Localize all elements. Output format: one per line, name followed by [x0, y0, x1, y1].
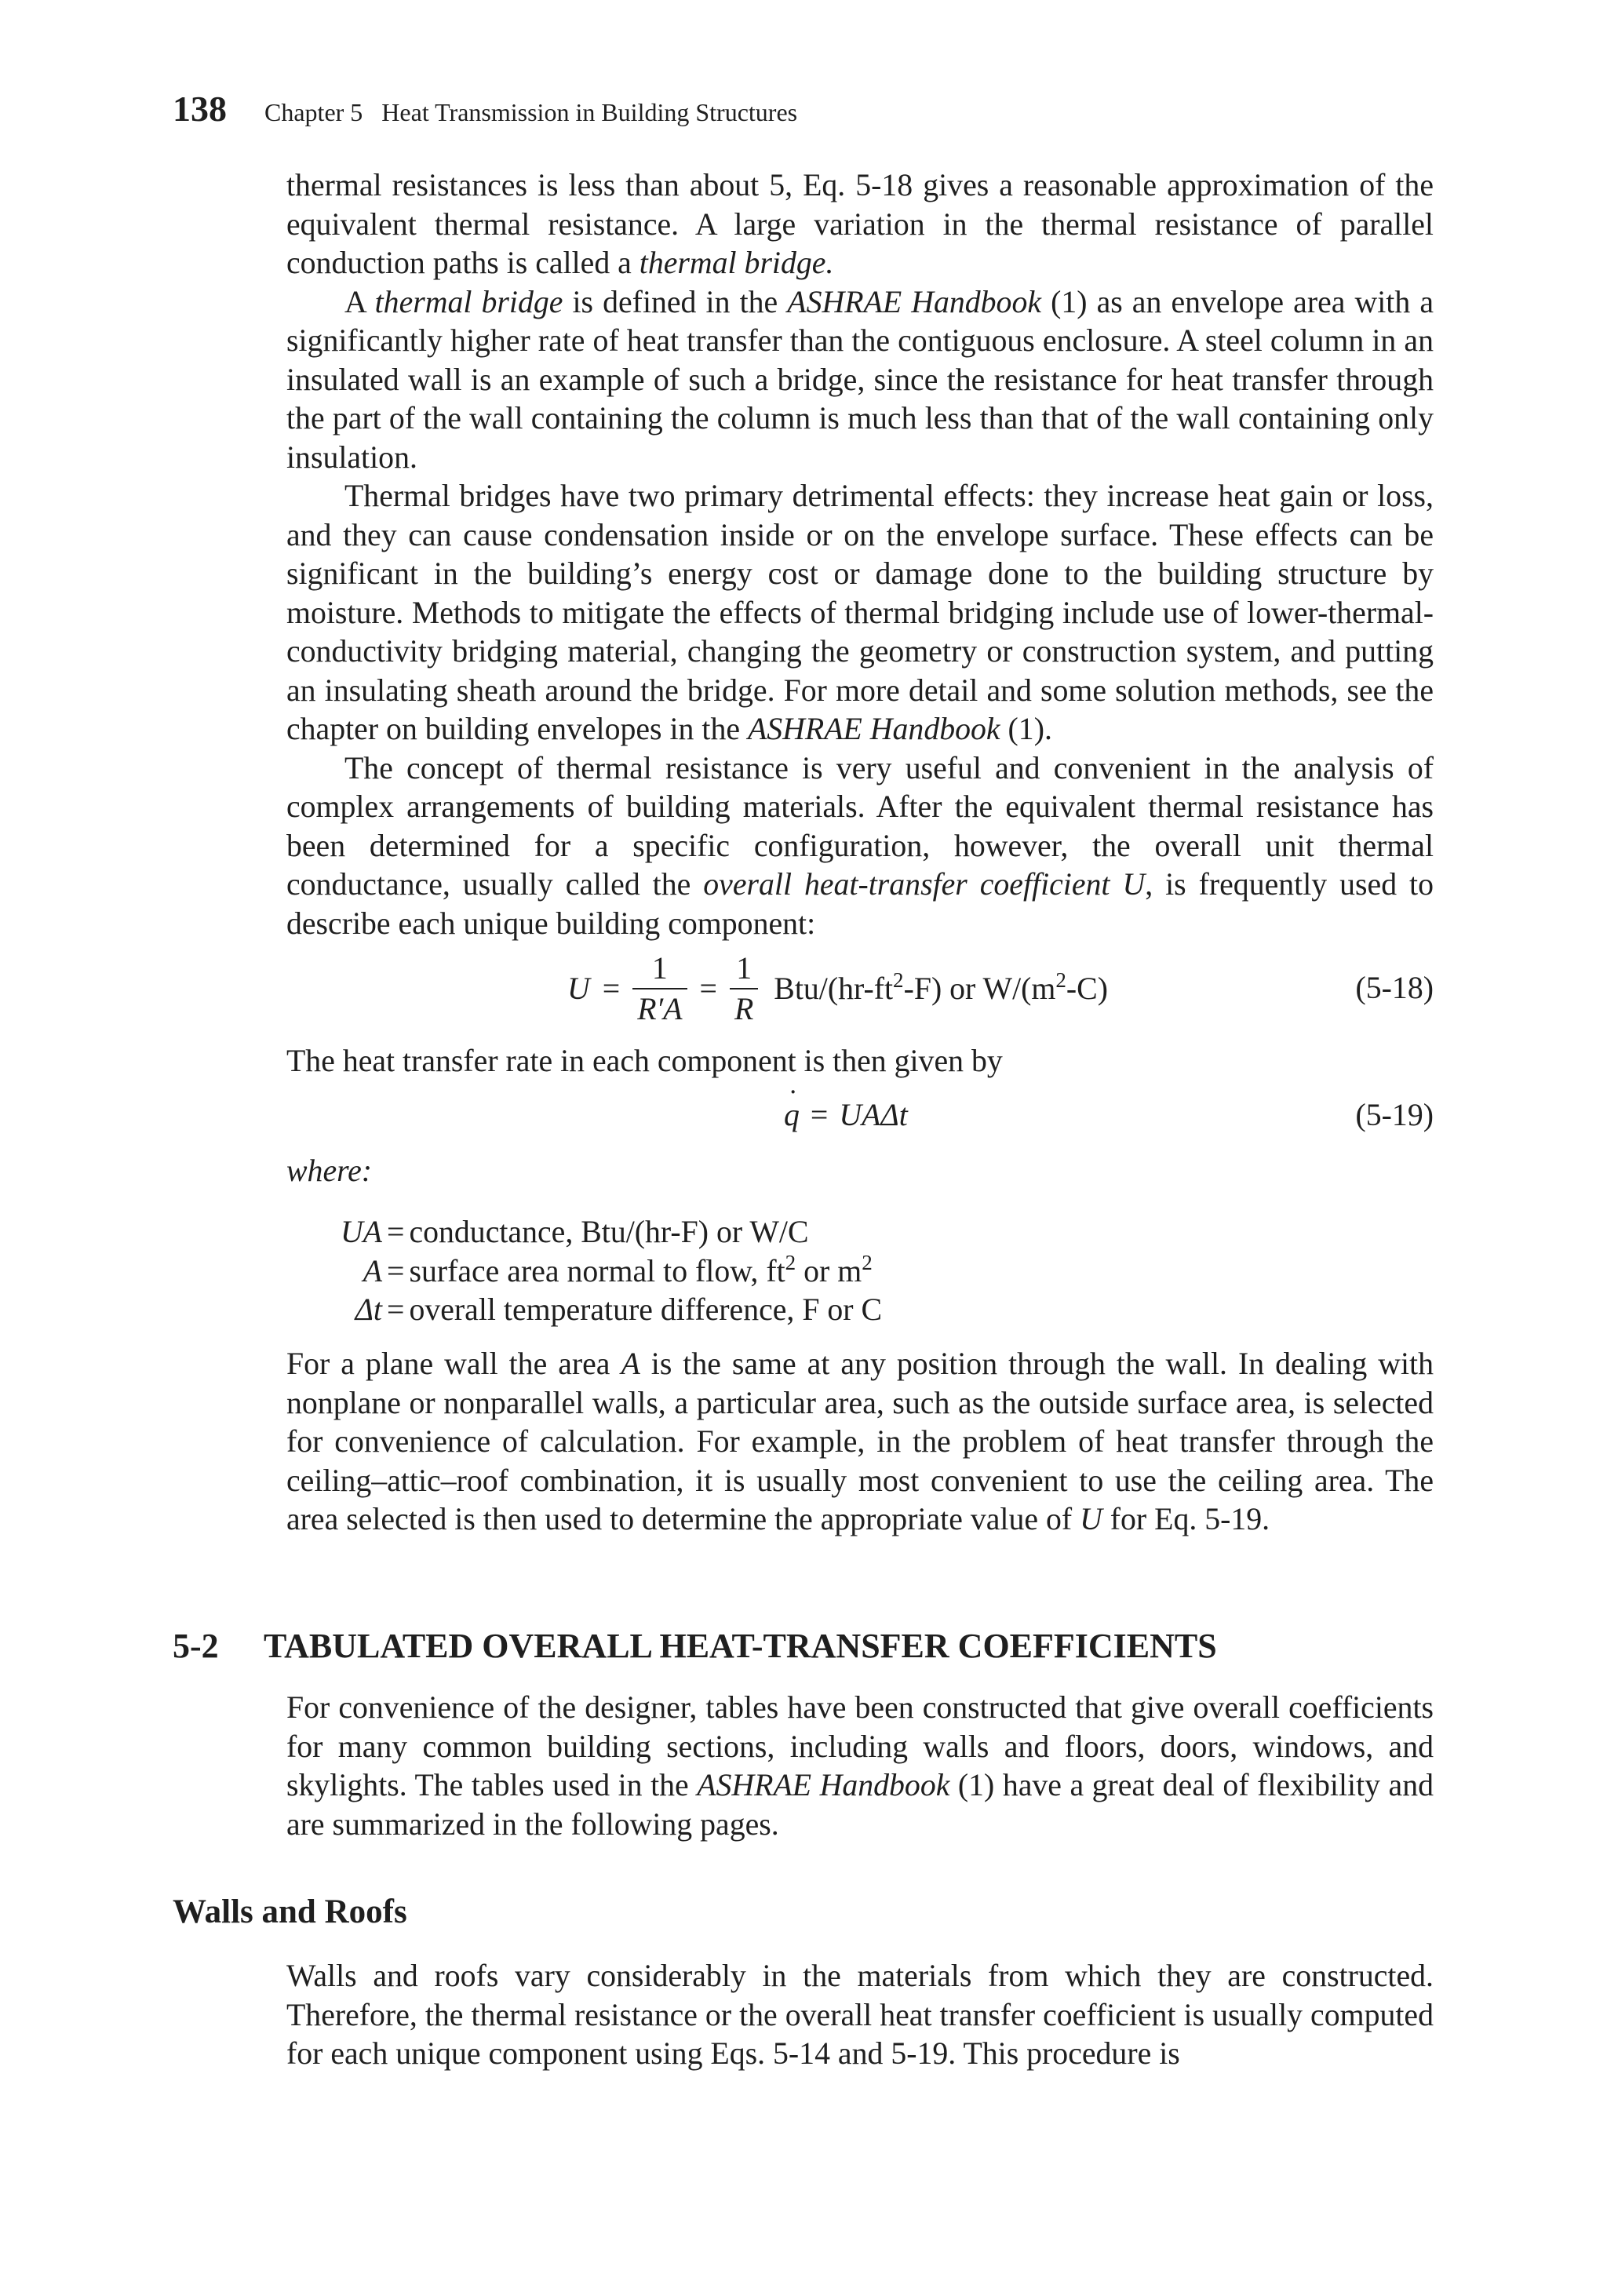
- where-block: [286, 1152, 1434, 1191]
- equation-5-18: U = $\frac{1}{R'A}$ = $\frac{1}{R}$ Btu/$(hr-ft^2-F)$ or $W/(m^2-C)$ (5-18): [286, 948, 1434, 1030]
- paragraph-6: For a plane wall the area A is the same at any position through the wall. In dealing with nonplane or nonparallel walls, a particular area, such as the outside surface area, is selected for convenience of calculation. For example, in the problem of heat transfer through the ceiling–attic–roof combination, it is usually most convenient to use the ceiling area. The area selected is then used to determine the appropriate value of U for Eq. 5-19.: [286, 1347, 1434, 1536]
- subsection-heading: Walls and Roofs: [173, 1893, 407, 1930]
- equation-number: (5-18): [1355, 971, 1434, 1005]
- paragraph-1: thermal resistances is less than about 5, Eq. 5-18 gives a reasonable approximation of the equivalent thermal resistance. A large variation in the thermal resistance of parallel conduction paths is called a thermal bridge.: [286, 168, 1434, 280]
- page-number: 138: [173, 89, 227, 129]
- body-text-p6: [286, 1345, 1434, 1540]
- section-heading: [173, 1626, 1217, 1666]
- body-text-top: [286, 166, 1434, 943]
- body-text-p8: [286, 1957, 1434, 2074]
- chapter-header: [264, 98, 797, 127]
- paragraph-4: The concept of thermal resistance is very useful and convenient in the analysis of complex arrangements of building materials. After the equivalent thermal resistance has been determined for a specific configuration, however, the overall unit thermal conductance, usually called the overall heat-transfer coefficient U, is frequently used to describe each unique building component:: [286, 750, 1434, 941]
- definitions-list: [340, 1213, 882, 1330]
- definition-delta-t: Δt = overall temperature difference, F or C: [355, 1292, 883, 1327]
- definition-a: A = surface area normal to flow, $ft^2$ or $m^2$: [363, 1250, 873, 1288]
- chapter-label: Chapter 5: [264, 98, 363, 126]
- paragraph-7: For convenience of the designer, tables have been constructed that give overall coefficients for many common building sections, including walls and floors, doors, windows, and skylights. The tables used in the ASHRAE Handbook (1) have a great deal of flexibility and are summarized in the following pages.: [286, 1690, 1434, 1842]
- running-header: [173, 88, 797, 135]
- equation-5-19: q ˙ = UAΔt (5-19): [286, 1097, 1434, 1144]
- paragraph-5: The heat transfer rate in each component is then given by: [286, 1044, 1003, 1078]
- chapter-title: Heat Transmission in Building Structures: [381, 98, 798, 126]
- definition-ua: UA = conductance, Btu/(hr-F) or W/C: [340, 1215, 809, 1249]
- body-text-p7: [286, 1689, 1434, 1844]
- where-label: where:: [286, 1153, 373, 1188]
- section-number: 5-2: [173, 1627, 219, 1665]
- body-text-p5: [286, 1042, 1434, 1081]
- paragraph-8: Walls and roofs vary considerably in the materials from which they are constructed. Therefore, the thermal resistance or the overall heat transfer coefficient is usually computed for each unique component using Eqs. 5-14 and 5-19. This procedure is: [286, 1959, 1434, 2071]
- equation-number: (5-19): [1355, 1098, 1434, 1132]
- paragraph-2: A thermal bridge is defined in the ASHRAE Handbook (1) as an envelope area with a significantly higher rate of heat transfer than the contiguous enclosure. A steel column in an insulated wall is an example of such a bridge, since the resistance for heat transfer through the part of the wall containing the column is much less than that of the wall containing only insulation.: [286, 284, 1434, 475]
- paragraph-3: Thermal bridges have two primary detrimental effects: they increase heat gain or loss, and they can cause condensation inside or on the envelope surface. These effects can be significant in the building’s energy cost or damage done to the building structure by moisture. Methods to mitigate the effects of thermal bridging include use of lower-thermal-conductivity bridging material, changing the geometry or construction system, and putting an insulating sheath around the bridge. For more detail and some solution methods, see the chapter on building envelopes in the ASHRAE Handbook (1).: [286, 479, 1434, 746]
- section-title: TABULATED OVERALL HEAT-TRANSFER COEFFICIENTS: [264, 1627, 1217, 1665]
